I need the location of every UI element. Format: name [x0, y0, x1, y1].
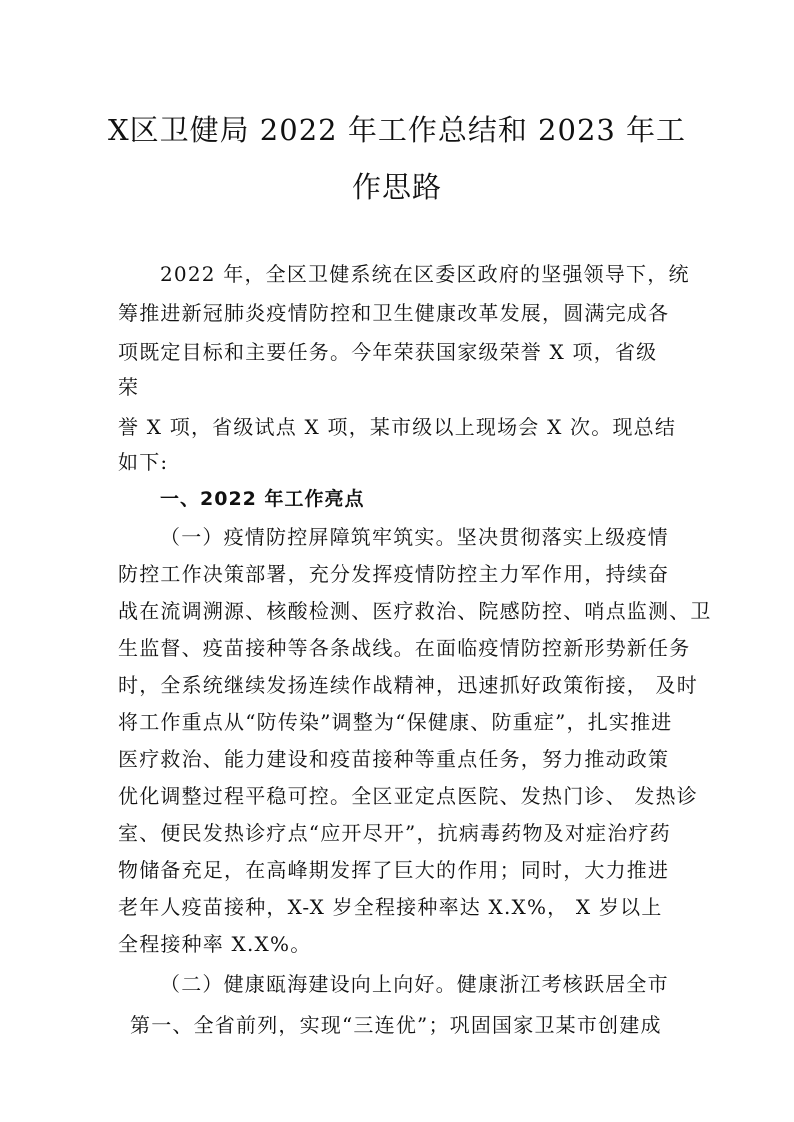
- intro-line-2: 筹推进新冠肺炎疫情防控和卫生健康改革发展，圆满完成各: [118, 301, 670, 325]
- intro-line-6: 如下:: [118, 450, 169, 474]
- paragraph-line: 生监督、疫苗接种等各条战线。在面临疫情防控新形势新任务: [118, 636, 691, 660]
- section-heading: 一、2022 年工作亮点: [160, 488, 365, 510]
- paragraph-line: 优化调整过程平稳可控。全区亚定点医院、发热门诊、 发热诊: [118, 784, 698, 808]
- paragraph-line: 医疗救治、能力建设和疫苗接种等重点任务，努力推动政策: [118, 747, 670, 771]
- document-title-line-2: 作思路: [351, 170, 442, 204]
- intro-line-5: 誉 X 项，省级试点 X 项，某市级以上现场会 X 次。现总结: [118, 415, 677, 439]
- paragraph-line: 战在流调溯源、核酸检测、医疗救治、院感防控、哨点监测、卫: [118, 599, 712, 623]
- document-title-line-1: X区卫健局 2022 年工作总结和 2023 年工: [107, 113, 687, 147]
- paragraph-line: （二）健康瓯海建设向上向好。健康浙江考核跃居全市: [160, 972, 669, 996]
- paragraph-line: 物储备充足，在高峰期发挥了巨大的作用；同时，大力推进: [118, 858, 670, 882]
- paragraph-line: 第一、全省前列，实现“三连优”；巩固国家卫某市创建成: [130, 1013, 662, 1037]
- paragraph-line: 将工作重点从“防传染”调整为“保健康、防重症”，扎实推进: [118, 710, 673, 734]
- paragraph-line: 老年人疫苗接种，X-X 岁全程接种率达 X.X%， X 岁以上: [118, 895, 663, 919]
- paragraph-line: 室、便民发热诊疗点“应开尽开”，抗病毒药物及对症治疗药: [118, 821, 671, 845]
- intro-line-3: 项既定目标和主要任务。今年荣获国家级荣誉 X 项，省级: [118, 340, 658, 364]
- intro-line-1: 2022 年，全区卫健系统在区委区政府的坚强领导下，统: [160, 262, 690, 286]
- paragraph-line: 防控工作决策部署，充分发挥疫情防控主力军作用，持续奋: [118, 562, 670, 586]
- paragraph-line: 时，全系统继续发扬连续作战精神，迅速抓好政策衔接， 及时: [118, 673, 698, 697]
- intro-line-4: 荣: [118, 375, 140, 399]
- paragraph-line: 全程接种率 X.X%。: [118, 932, 312, 956]
- paragraph-line: （一）疫情防控屏障筑牢筑实。坚决贯彻落实上级疫情: [160, 525, 669, 549]
